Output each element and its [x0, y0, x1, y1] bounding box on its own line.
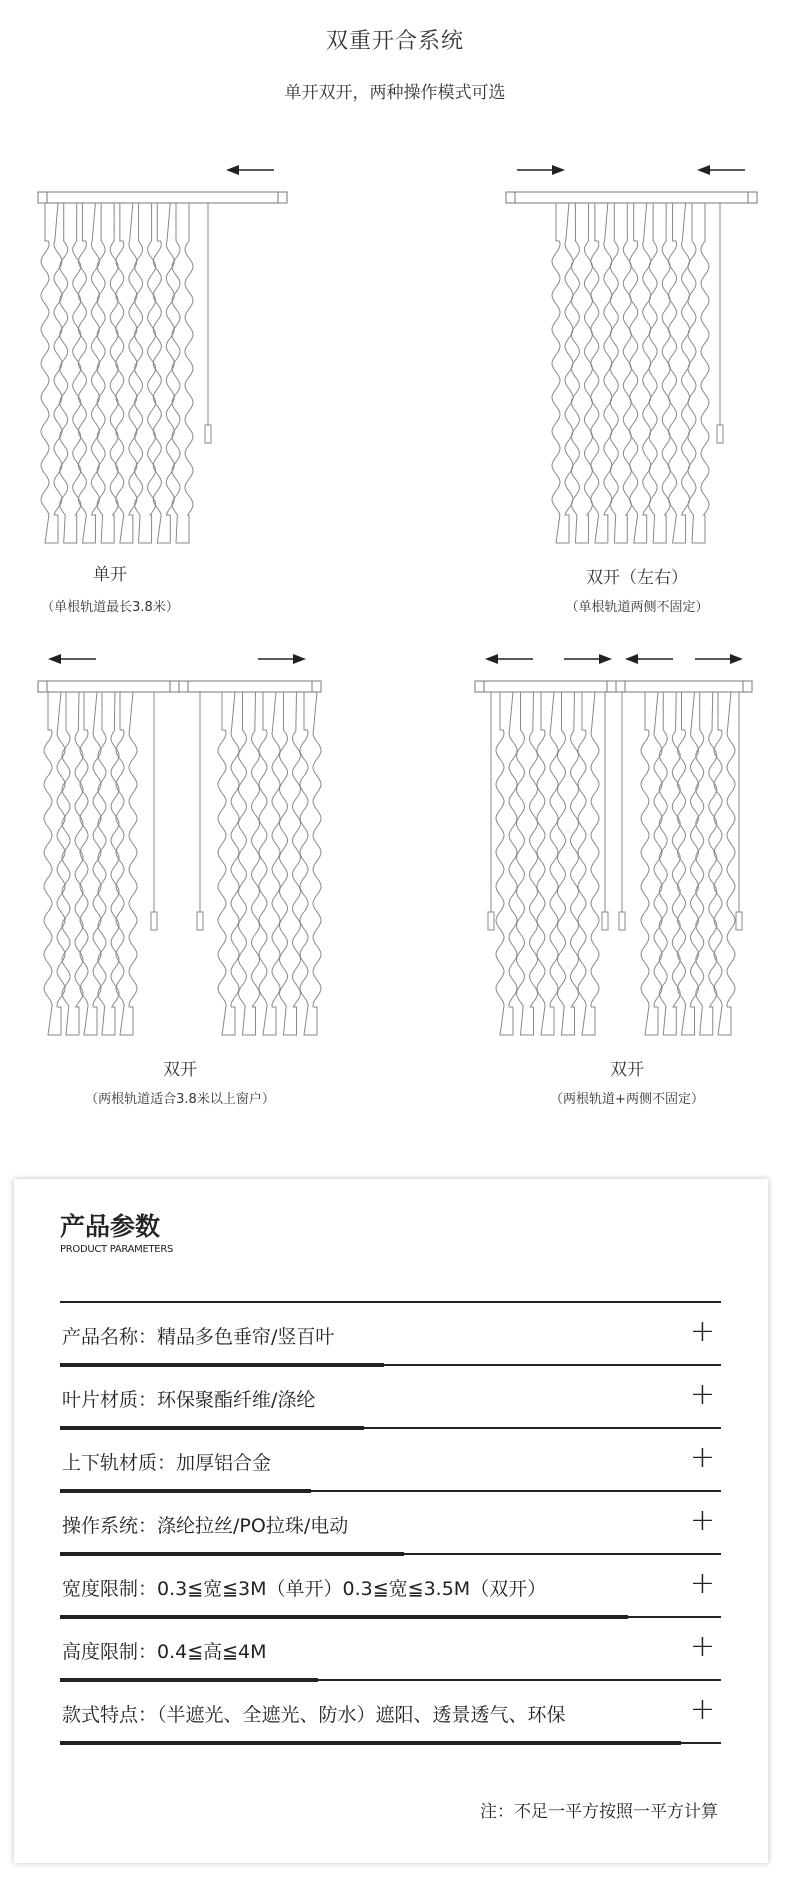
page-subtitle: 单开双开，两种操作模式可选 — [284, 83, 506, 103]
diagram-1-sub: （单根轨道最长3.8米） — [41, 600, 179, 615]
curtain-slat — [558, 692, 579, 1035]
curtain-slat — [116, 692, 137, 1035]
curtain-slat — [135, 203, 156, 543]
arrow-left-icon — [226, 165, 239, 175]
param-label: 叶片材质：环保聚酯纤维/涤纶 — [62, 1389, 316, 1411]
arrow-right-icon — [599, 654, 612, 664]
product-parameters-card — [14, 1179, 768, 1863]
cord-weight — [736, 912, 742, 930]
arrow-left-icon — [697, 165, 710, 175]
cord-weight — [197, 912, 203, 930]
expand-plus-icon[interactable]: + — [689, 1503, 715, 1538]
cord-weight — [151, 912, 157, 930]
param-label: 操作系统：涤纶拉丝/PO拉珠/电动 — [62, 1515, 349, 1537]
footnote: 注：不足一平方按照一平方计算 — [480, 1802, 718, 1822]
curtain-slat — [80, 692, 101, 1035]
param-row[interactable] — [60, 1429, 721, 1492]
cord-weight — [602, 912, 608, 930]
headrail — [475, 681, 616, 692]
expand-plus-icon[interactable]: + — [689, 1440, 715, 1475]
curtain-slat — [610, 203, 631, 543]
param-label: 款式特点：（半遮光、全遮光、防水）遮阳、透景透气、环保 — [62, 1704, 566, 1726]
curtain-slat — [41, 203, 62, 543]
diagram-3-label: 双开 — [163, 1060, 197, 1080]
cord-weight — [619, 912, 625, 930]
arrow-left-icon — [48, 654, 61, 664]
param-row[interactable] — [60, 1681, 721, 1744]
param-label: 产品名称：精品多色垂帘/竖百叶 — [62, 1326, 335, 1348]
param-row[interactable] — [60, 1618, 721, 1681]
expand-plus-icon[interactable]: + — [689, 1566, 715, 1601]
arrow-left-icon — [625, 654, 638, 664]
curtain-slat — [517, 692, 538, 1035]
params-title: 产品参数 — [60, 1212, 161, 1241]
curtain-slat — [44, 692, 65, 1035]
param-label: 上下轨材质：加厚铝合金 — [62, 1452, 272, 1474]
param-row[interactable] — [60, 1555, 721, 1618]
diagram-1-label: 单开 — [93, 565, 127, 585]
curtain-slat — [696, 692, 717, 1035]
curtain-slat — [571, 203, 592, 543]
curtain-slat — [669, 203, 690, 543]
curtain-slat — [578, 692, 599, 1035]
expand-plus-icon[interactable]: + — [689, 1692, 715, 1727]
curtain-slat — [714, 692, 735, 1035]
cord-weight — [488, 912, 494, 930]
curtain-slat — [630, 203, 651, 543]
headrail — [506, 192, 757, 203]
cord-weight — [717, 425, 723, 443]
diagram-3-sub: （两根轨道适合3.8米以上窗户） — [85, 1092, 275, 1107]
curtain-slat — [98, 692, 119, 1035]
headrail — [179, 681, 321, 692]
arrow-right-icon — [730, 654, 743, 664]
param-row[interactable] — [60, 1492, 721, 1555]
curtain-slat — [496, 692, 517, 1035]
arrow-left-icon — [485, 654, 498, 664]
curtain-slat — [300, 692, 321, 1035]
curtain-slat — [60, 203, 81, 543]
curtain-slat — [591, 203, 612, 543]
arrow-right-icon — [293, 654, 306, 664]
curtain-slat — [280, 692, 301, 1035]
curtain-slat — [641, 692, 662, 1035]
curtain-slat — [218, 692, 239, 1035]
param-label: 宽度限制：0.3≦宽≦3M（单开）0.3≦宽≦3.5M（双开） — [62, 1578, 547, 1600]
curtain-slat — [537, 692, 558, 1035]
arrow-right-icon — [552, 165, 565, 175]
param-label: 高度限制：0.4≦高≦4M — [62, 1641, 267, 1663]
curtain-slat — [153, 203, 174, 543]
cord-weight — [205, 425, 211, 443]
expand-plus-icon[interactable]: + — [689, 1377, 715, 1412]
curtain-slat — [552, 203, 573, 543]
curtain-slat — [688, 203, 709, 543]
curtain-slat — [116, 203, 137, 543]
params-subtitle: PRODUCT PARAMETERS — [60, 1244, 174, 1255]
row-progress-bar — [60, 1741, 681, 1745]
diagram-4-label: 双开 — [610, 1060, 644, 1080]
headrail — [616, 681, 752, 692]
curtain-slat — [259, 692, 280, 1035]
curtain-slat — [97, 203, 118, 543]
curtain-slat — [649, 203, 670, 543]
diagram-4-sub: （两根轨道+两侧不固定） — [550, 1092, 704, 1107]
curtain-slat — [62, 692, 83, 1035]
expand-plus-icon[interactable]: + — [689, 1629, 715, 1664]
param-row[interactable] — [60, 1366, 721, 1429]
curtain-slat — [659, 692, 680, 1035]
page-title: 双重开合系统 — [325, 29, 464, 54]
headrail — [38, 681, 179, 692]
expand-plus-icon[interactable]: + — [689, 1314, 715, 1349]
diagram-2-label: 双开（左右） — [586, 568, 688, 588]
curtain-slat — [678, 692, 699, 1035]
param-row[interactable] — [60, 1303, 721, 1366]
headrail — [38, 192, 287, 203]
diagram-2-sub: （单根轨道两侧不固定） — [565, 600, 709, 615]
curtain-slat — [239, 692, 260, 1035]
curtain-slat — [78, 203, 99, 543]
curtain-slat — [172, 203, 193, 543]
